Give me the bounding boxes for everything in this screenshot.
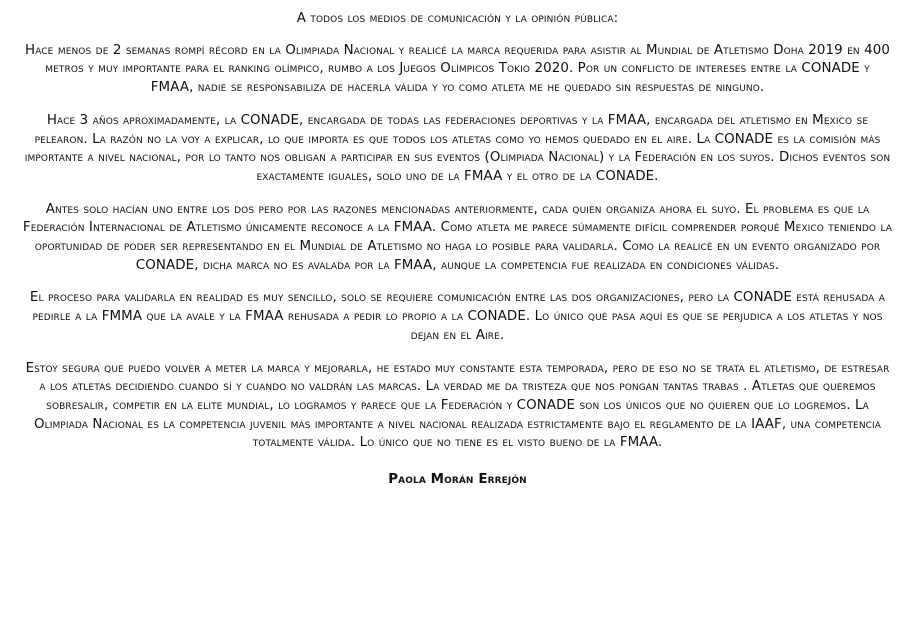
paragraph-closing: Estoy segura que puedo volver a meter la marca y mejorarla, he estado muy constante esta temporada, pero de eso no se trata el atletismo, de estresar a los atletas decidiendo cuando sí y cuando no valdrán las marcas. La verdad me da tristeza que nos pongan tantas trabas . Atletas que queremos sobresalir, competir en la elite mundial, lo logramos y parece que la Federación y CONADE son los únicos que no quieren que lo logremos. La Olimpiada Nacional es la competencia juvenil más importante a nivel nacional realizada estrictamente bajo el reglamento de la IAAF, una competencia totalmente válida. Lo único que no tiene es el visto bueno de la FMAA. [25, 360, 890, 451]
signature: Paola Morán Errejón [388, 472, 527, 488]
paragraph-conflict: Hace 3 años aproximadamente, la CONADE, encargada de todas las federaciones deportivas y la FMAA, encargada del atletismo en Mexico se pelearon. La razón no la voy a explicar, lo que importa es que todos los atletas como yo hemos quedado en el aire. La CONADE es la comisión más importante a nivel nacional, por lo tanto nos obligan a participar en sus eventos (Olimpiada Nacional) y la Federación en los suyos. Dichos eventos son exactamente iguales, solo uno de la FMAA y el otro de la CONADE. [24, 112, 891, 184]
letter-heading: A todos los medios de comunicación y la opinión pública: [296, 11, 619, 26]
paragraph-federation: Antes solo hacían uno entre los dos pero por las razones mencionadas anteriormente, cada quien organiza ahora el suyo. El problema es que la Federación Internacional de Atletismo únicamente reconoce a la FMAA. Como atleta me parece súmamente difícil comprender porqué Mexico teniendo la oportunidad de poder ser representando en el Mundial de Atletismo no haga lo posible para validarla. Como la realicé en un evento organizado por CONADE, dicha marca no es avalada por la FMAA, aunque la competencia fue realizada en condiciones válidas. [22, 201, 893, 273]
paragraph-validation: El proceso para validarla en realidad es muy sencillo, solo se requiere comunicación entre las dos organizaciones, pero la CONADE está rehusada a pedirle a la FMMA que la avale y la FMAA rehusada a pedir lo propio a la CONADE. Lo único qué pasa aquí es que se perjudica a los atletas y nos dejan en el Aire. [29, 290, 886, 343]
paragraph-record: Hace menos de 2 semanas rompí récord en la Olimpiada Nacional y realicé la marca requerida para asistir al Mundial de Atletismo Doha 2019 en 400 metros y muy importante para el ranking olímpico, rumbo a los Juegos Olímpicos Tokio 2020. Por un conflicto de intereses entre la CONADE y FMAA, nadie se responsabiliza de hacerla válida y yo como atleta me he quedado sin respuestas de ninguno. [25, 42, 890, 96]
